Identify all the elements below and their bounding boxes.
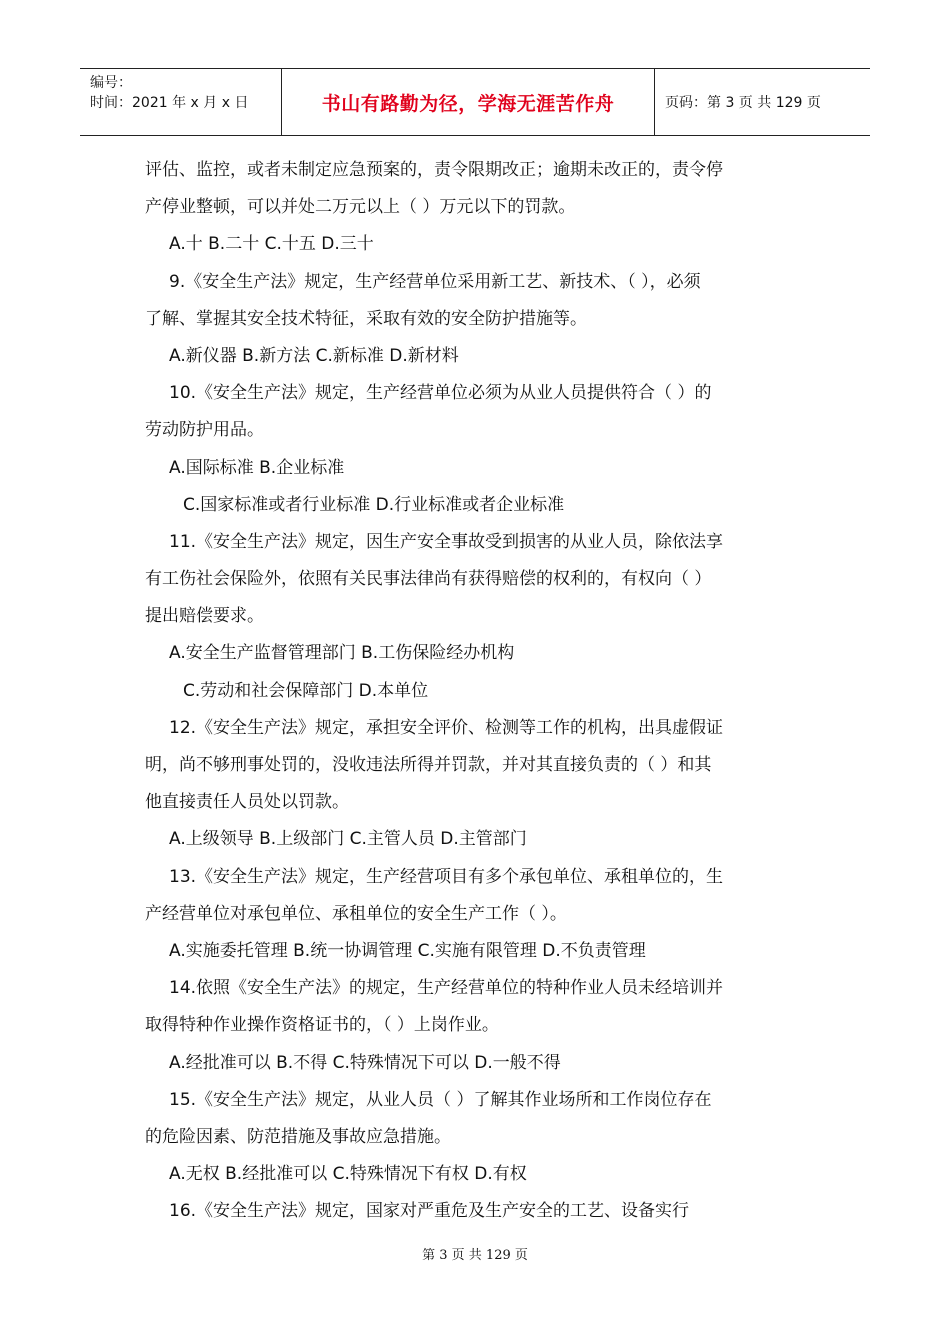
text-line: 13.《安全生产法》规定，生产经营项目有多个承包单位、承租单位的，生 bbox=[169, 866, 724, 887]
text-line: 劳动防护用品。 bbox=[145, 420, 264, 441]
text-line: A.无权 B.经批准可以 C.特殊情况下有权 D.有权 bbox=[169, 1164, 527, 1185]
page-footer: 第 3 页 共 129 页 bbox=[422, 1248, 528, 1263]
text-line: A.上级领导 B.上级部门 C.主管人员 D.主管部门 bbox=[169, 829, 527, 850]
text-line: A.安全生产监督管理部门 B.工伤保险经办机构 bbox=[169, 643, 515, 664]
text-line: C.国家标准或者行业标准 D.行业标准或者企业标准 bbox=[183, 494, 565, 515]
text-line: A.实施委托管理 B.统一协调管理 C.实施有限管理 D.不负责管理 bbox=[169, 940, 646, 961]
text-line: 他直接责任人员处以罚款。 bbox=[145, 792, 349, 813]
text-line: 11.《安全生产法》规定，因生产安全事故受到损害的从业人员，除依法享 bbox=[169, 531, 724, 552]
text-line: A.十 B.二十 C.十五 D.三十 bbox=[169, 234, 374, 255]
header-page-info: 页码：第 3 页 共 129 页 bbox=[665, 95, 821, 111]
text-line: 14.依照《安全生产法》的规定，生产经营单位的特种作业人员未经培训并 bbox=[169, 978, 724, 999]
text-line: 15.《安全生产法》规定，从业人员（ ）了解其作业场所和工作岗位存在 bbox=[169, 1089, 712, 1110]
text-line: 10.《安全生产法》规定，生产经营单位必须为从业人员提供符合（ ）的 bbox=[169, 383, 712, 404]
text-line: C.劳动和社会保障部门 D.本单位 bbox=[183, 680, 429, 701]
text-line: 9.《安全生产法》规定，生产经营单位采用新工艺、新技术、（ ），必须 bbox=[169, 271, 701, 292]
text-line: 产经营单位对承包单位、承租单位的安全生产工作（ ）。 bbox=[145, 903, 567, 924]
text-line: 取得特种作业操作资格证书的，（ ）上岗作业。 bbox=[145, 1015, 499, 1036]
document-number-label: 编号： bbox=[90, 75, 132, 91]
text-line: 明，尚不够刑事处罚的，没收违法所得并罚款，并对其直接负责的（ ）和其 bbox=[145, 755, 712, 775]
text-line: 提出赔偿要求。 bbox=[145, 606, 264, 627]
text-line: 评估、监控，或者未制定应急预案的，责令限期改正；逾期未改正的，责令停 bbox=[145, 160, 723, 180]
text-line: 12.《安全生产法》规定，承担安全评价、检测等工作的机构，出具虚假证 bbox=[169, 717, 724, 738]
header-meta bbox=[80, 69, 282, 135]
text-line: 有工伤社会保险外，依照有关民事法律尚有获得赔偿的权利的，有权向（ ） bbox=[145, 569, 712, 590]
text-line: 16.《安全生产法》规定，国家对严重危及生产安全的工艺、设备实行 bbox=[169, 1201, 690, 1222]
text-line: A.国际标准 B.企业标准 bbox=[169, 457, 345, 478]
text-line: 了解、掌握其安全技术特征，采取有效的安全防护措施等。 bbox=[145, 308, 587, 329]
text-line: A.新仪器 B.新方法 C.新标准 D.新材料 bbox=[169, 345, 459, 366]
text-line: 的危险因素、防范措施及事故应急措施。 bbox=[145, 1126, 451, 1147]
document-body bbox=[145, 152, 810, 1230]
page-header bbox=[80, 68, 870, 136]
header-motto: 书山有路勤为径，学海无涯苦作舟 bbox=[282, 69, 655, 135]
text-line: 产停业整顿，可以并处二万元以上（ ）万元以下的罚款。 bbox=[145, 197, 576, 218]
text-line: A.经批准可以 B.不得 C.特殊情况下可以 D.一般不得 bbox=[169, 1052, 561, 1073]
document-date: 时间：2021 年 x 月 x 日 bbox=[90, 95, 249, 111]
